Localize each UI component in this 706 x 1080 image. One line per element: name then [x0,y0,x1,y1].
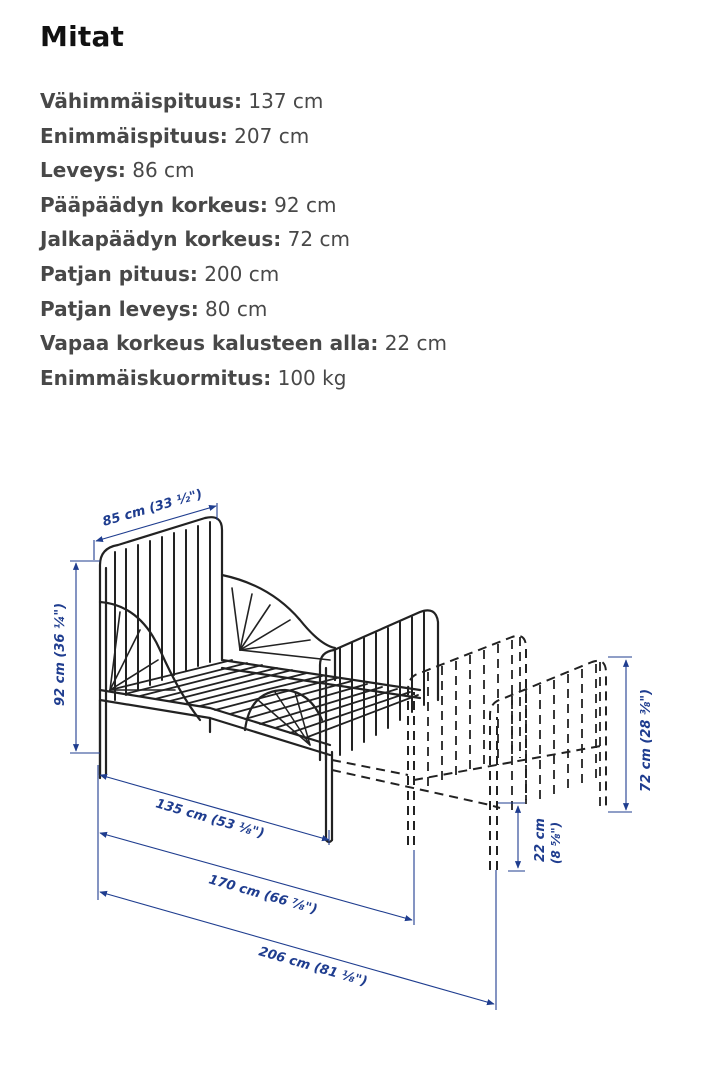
dimension-specs-list [40,84,447,395]
spec-value: 100 kg [271,365,347,390]
spec-label: Enimmäispituus: [40,123,228,148]
spec-label: Jalkapäädyn korkeus: [40,227,282,252]
spec-clearance [40,326,447,361]
spec-max-load [40,361,447,396]
spec-mattress-length [40,257,447,292]
spec-value: 22 cm [378,331,447,356]
spec-mattress-width [40,292,447,327]
spec-value: 72 cm [281,227,350,252]
spec-value: 200 cm [197,261,280,286]
spec-value: 92 cm [267,192,337,217]
spec-label: Patjan leveys: [40,296,199,321]
dim-label-length-mid: 170 cm (66 ⅞") [206,872,319,918]
dim-label-length-max: 206 cm (81 ⅛") [256,944,369,990]
bed-illustration [100,517,438,842]
dim-label-clearance-in: (8 ⅝") [549,821,563,864]
bed-dimension-diagram [0,470,706,1030]
dim-label-width: 85 cm (33 ½") [100,487,205,530]
spec-label: Patjan pituus: [40,261,198,286]
spec-max-length [40,119,447,154]
spec-headboard-height [40,188,447,223]
spec-footboard-height [40,222,447,257]
spec-label: Enimmäiskuormitus: [40,365,272,390]
spec-min-length [40,84,447,119]
spec-width [40,153,447,188]
dim-label-clearance-cm: 22 cm [533,818,548,862]
spec-value: 137 cm [242,89,324,113]
dim-label-footboard-height: 72 cm (28 ⅜") [639,688,654,792]
spec-label: Vähimmäispituus: [40,89,243,113]
dim-label-length-min: 135 cm (53 ⅛") [153,796,266,842]
spec-value: 207 cm [227,123,310,148]
spec-value: 86 cm [125,158,195,183]
spec-label: Vapaa korkeus kalusteen alla: [40,331,379,356]
extension-outline-dashed [332,636,606,870]
dim-label-headboard-height: 92 cm (36 ¼") [53,602,68,706]
section-title: Mitat [40,20,125,53]
spec-label: Leveys: [40,158,126,183]
spec-value: 80 cm [198,296,268,321]
spec-label: Pääpäädyn korkeus: [40,192,268,217]
